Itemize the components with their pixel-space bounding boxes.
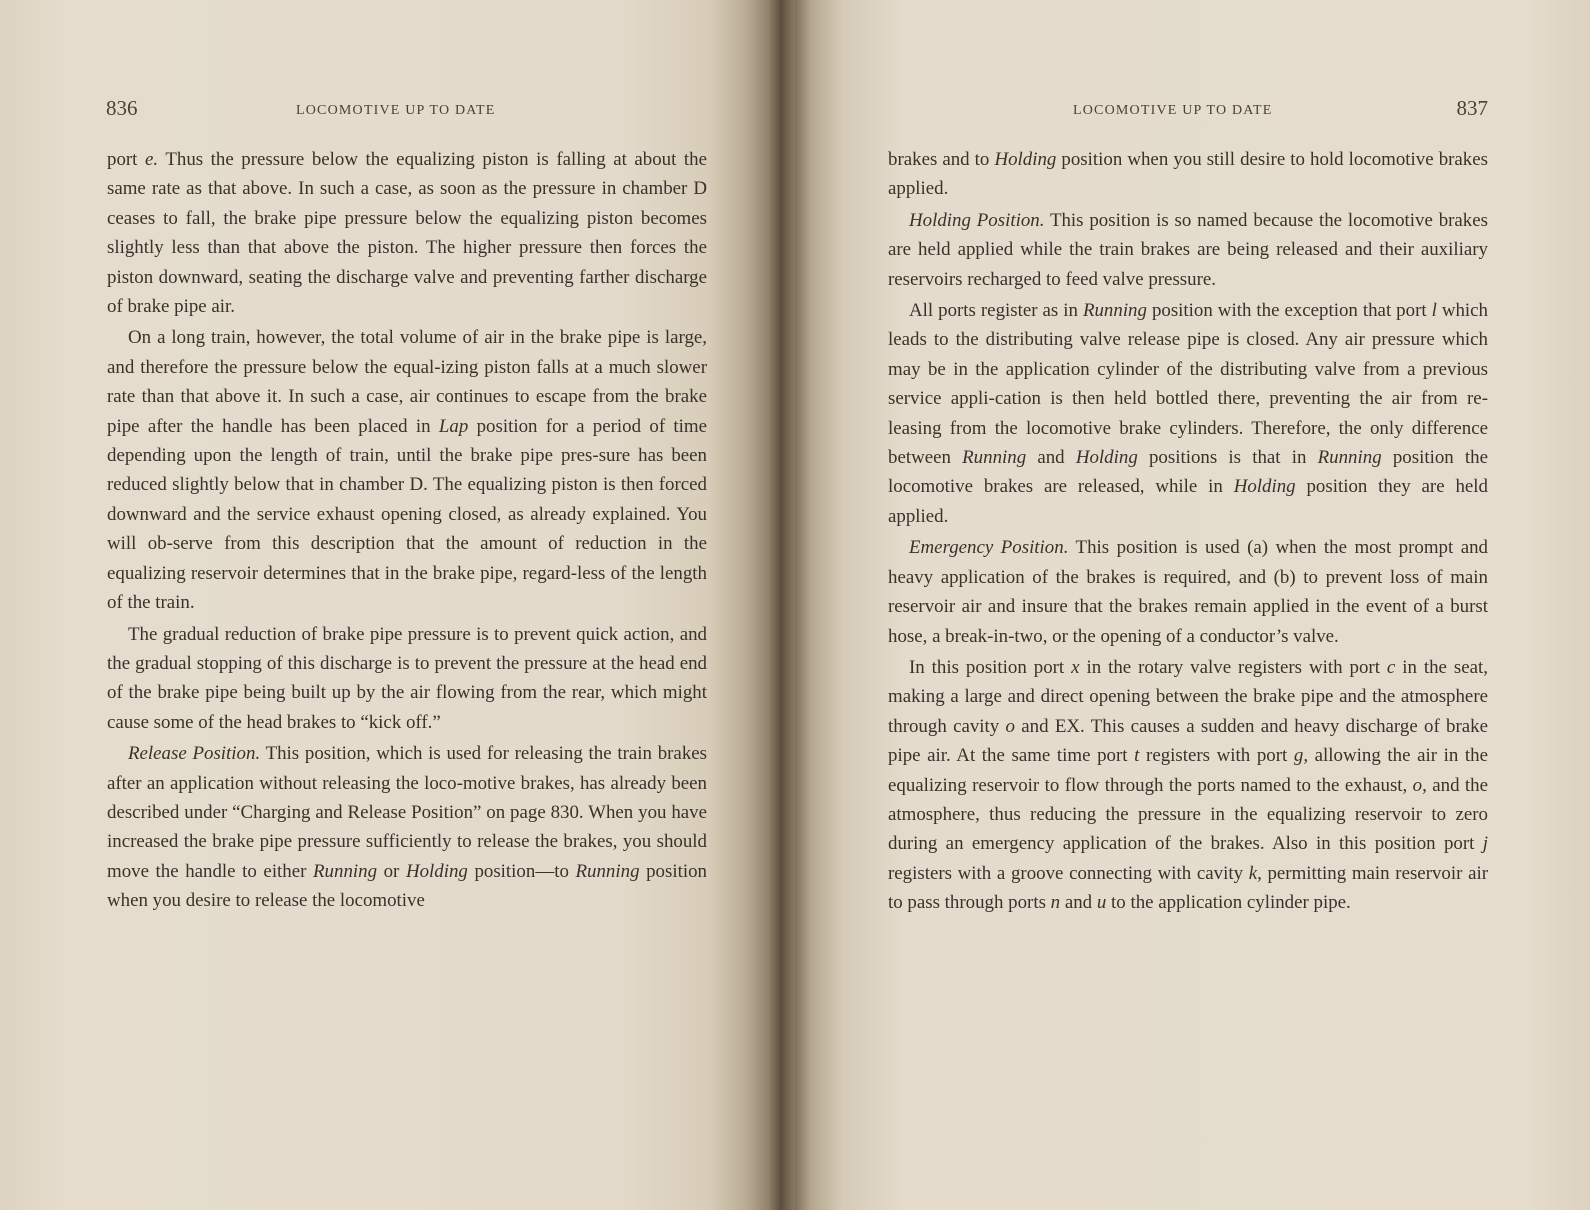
paragraph <box>107 620 707 738</box>
text-run: port <box>107 149 145 170</box>
italic-text: Running <box>1317 447 1382 469</box>
italic-text: Running <box>1082 300 1147 322</box>
text-run: On a long train, however, the total volume of air in the brake pipe is large, and therefore the pressure below the equal-izing piston falls at a much slower rate than that above it. In such a case, air continues to escape from the brake pipe after the handle has been placed in <box>107 327 707 437</box>
italic-text: o, <box>1412 774 1427 796</box>
text-run: which leads to the distributing valve release pipe is closed. Any air pressure which may be in the application cylinder of the distributing valve from a previous service appli-cation is then held bottled there, preventing the air from re-leasing from the locomotive brake cylinders. Therefore, the only difference between <box>888 300 1488 469</box>
text-run: brakes and to <box>888 149 995 170</box>
right-running-head <box>888 96 1488 126</box>
text-run: to the application cylinder pipe. <box>1106 892 1351 914</box>
text-run: position when you desire to release the locomotive <box>107 860 707 912</box>
italic-text: u <box>1096 892 1107 914</box>
italic-text: Holding Position. <box>909 209 1045 231</box>
text-run: position they are held applied. <box>888 476 1488 527</box>
paragraph <box>107 323 707 617</box>
paragraph <box>107 145 707 321</box>
italic-text: l <box>1431 300 1437 322</box>
text-run: registers with a groove connecting with cavity <box>888 862 1249 884</box>
italic-text: t <box>1134 745 1140 767</box>
text-run: position for a period of time depending upon the length of train, until the brake pipe pres-sure has been reduced slightly below that in chamber D. The equalizing piston is then forced downward and the service exhaust opening closed, as already explained. You will ob-serve from this description that the amount of reduction in the equalizing reservoir determines that in the brake pipe, regard-less of the length of the train. <box>107 415 707 614</box>
text-run: In this position port <box>909 656 1072 678</box>
paragraph <box>888 206 1488 294</box>
italic-text: Running <box>313 860 378 882</box>
paragraph <box>888 653 1488 918</box>
text-run: All ports register as in <box>909 300 1083 322</box>
italic-text: Running <box>962 447 1027 469</box>
left-body-text <box>107 145 707 918</box>
text-run: Thus the pressure below the equalizing piston is falling at about the same rate as that above. In such a case, as soon as the pressure in chamber D ceases to fall, the brake pipe pressure below the equalizing piston becomes slightly less than that above the piston. The higher pressure then forces the piston downward, seating the discharge valve and preventing farther discharge of brake pipe air. <box>107 149 707 318</box>
text-run: permitting main reservoir air to pass through ports <box>888 862 1488 914</box>
text-run: This position is used (a) when the most prompt and heavy application of the brakes is required, and (b) to prevent loss of main reservoir air and insure that the brakes remain applied in the event of a burst hose, a break-in-two, or the opening of a conductor’s valve. <box>888 537 1488 647</box>
text-run: This position is so named because the locomotive brakes are held applied while the train brakes are being released and their auxiliary reservoirs recharged to feed valve pressure. <box>888 209 1488 290</box>
italic-text: Holding <box>1075 447 1138 469</box>
right-page <box>795 0 1590 1210</box>
text-run: position when you still desire to hold locomotive brakes applied. <box>888 149 1488 200</box>
italic-text: Holding <box>994 149 1057 170</box>
text-run: position—to <box>467 860 576 882</box>
italic-text: x <box>1071 656 1080 678</box>
italic-text: e. <box>145 149 159 170</box>
right-page-number: 837 <box>1456 96 1488 120</box>
book-gutter <box>770 0 795 1210</box>
left-running-head <box>106 96 706 126</box>
italic-text: Release Position. <box>128 743 261 765</box>
italic-text: j <box>1482 833 1488 855</box>
italic-text: k, <box>1248 862 1262 884</box>
italic-text: Emergency Position. <box>909 537 1069 559</box>
text-run: positions is that in <box>1137 447 1318 469</box>
italic-text: Running <box>575 860 640 882</box>
text-run: in the seat, making a large and direct opening between the brake pipe and the atmosphere through cavity <box>888 656 1488 737</box>
text-run: The gradual reduction of brake pipe pressure is to prevent quick action, and the gradual stopping of this discharge is to prevent the pressure at the head end of the brake pipe being built up by the air flowing from the rear, which might cause some of the head brakes to “kick off.” <box>107 623 707 733</box>
italic-text: Holding <box>405 860 468 882</box>
text-run: allowing the air in the equalizing reservoir to flow through the ports named to the exhaust, <box>888 745 1489 796</box>
text-run: registers with port <box>1139 745 1294 767</box>
italic-text: n <box>1050 892 1061 914</box>
text-run: position with the exception that port <box>1146 300 1432 322</box>
text-run: and <box>1060 892 1097 914</box>
italic-text: c <box>1386 656 1396 678</box>
text-run: and the atmosphere, thus reducing the pressure in the equalizing reservoir to zero during an emergency application of the brakes. Also in this position port <box>888 774 1488 855</box>
italic-text: o <box>1005 715 1015 737</box>
right-body-text <box>888 145 1488 920</box>
right-running-title: LOCOMOTIVE UP TO DATE <box>1073 103 1273 118</box>
italic-text: Holding <box>1233 476 1296 498</box>
italic-text: g, <box>1293 745 1309 767</box>
paragraph <box>888 296 1488 531</box>
text-run: This position, which is used for releasing the train brakes after an application without releasing the loco-motive brakes, has already been described under “Charging and Release Position” on page 830. When you have increased the brake pipe pressure sufficiently to release the brakes, you should move the handle to either <box>107 743 707 882</box>
text-run: or <box>377 860 406 882</box>
text-run: position the locomotive brakes are released, while in <box>888 447 1488 498</box>
italic-text: Lap <box>438 415 469 437</box>
paragraph <box>888 145 1488 204</box>
left-running-title: LOCOMOTIVE UP TO DATE <box>296 103 496 118</box>
text-run: and EX. This causes a sudden and heavy discharge of brake pipe air. At the same time port <box>888 715 1488 767</box>
paragraph <box>888 533 1488 651</box>
left-page-number: 836 <box>106 96 138 120</box>
text-run: in the rotary valve registers with port <box>1079 656 1387 678</box>
text-run: and <box>1026 447 1076 469</box>
paragraph <box>107 739 707 915</box>
left-page <box>0 0 770 1210</box>
